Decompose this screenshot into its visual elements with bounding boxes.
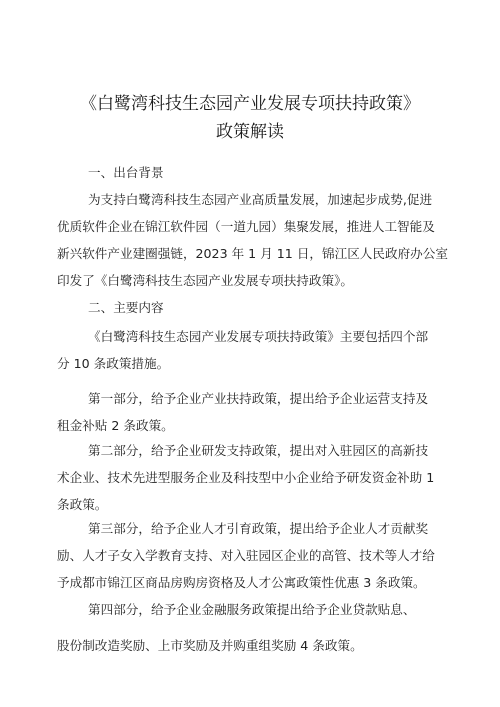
- paragraph-line: 《白鹭湾科技生态园产业发展专项扶持政策》主要包括四个部: [88, 329, 429, 344]
- paragraph-line: 予成都市锦江区商品房购房资格及人才公寓政策性优惠 3 条政策。: [57, 575, 426, 590]
- paragraph-line: 为支持白鹭湾科技生态园产业高质量发展，加速起步成势,促进: [88, 192, 433, 207]
- paragraph-line: 第三部分，给予企业人才引育政策，提出给予企业人才贡献奖: [88, 521, 429, 536]
- paragraph-line: 新兴软件产业建圈强链，2023 年 1 月 11 日，锦江区人民政府办公室: [57, 246, 448, 261]
- paragraph-line: 租金补贴 2 条政策。: [57, 418, 174, 433]
- paragraph-line: 印发了《白鹭湾科技生态园产业发展专项扶持政策》。: [57, 273, 353, 288]
- paragraph-line: 第一部分，给予企业产业扶持政策，提出给予企业运营支持及: [88, 391, 429, 406]
- paragraph-line: 优质软件企业在锦江软件园（一道九园）集聚发展，推进人工智能及: [57, 219, 435, 234]
- paragraph-line: 条政策。: [57, 497, 108, 512]
- paragraph-line: 术企业、技术先进型服务企业及科技型中小企业给予研发资金补助 1: [57, 470, 435, 485]
- paragraph-line: 分 10 条政策措施。: [57, 356, 170, 371]
- section-heading-main-content: 二、主要内容: [88, 300, 164, 315]
- document-title: 《白鹭湾科技生态园产业发展专项扶持政策》: [80, 94, 420, 114]
- document-subtitle: 政策解读: [216, 122, 284, 142]
- section-heading-background: 一、出台背景: [88, 165, 164, 180]
- paragraph-line: 股份制改造奖励、上市奖励及并购重组奖励 4 条政策。: [57, 638, 363, 653]
- paragraph-line: 励、人才子女入学教育支持、对入驻园区企业的高管、技术等人才给: [57, 548, 435, 563]
- paragraph-line: 第四部分，给予企业金融服务政策提出给予企业贷款贴息、: [88, 602, 416, 617]
- paragraph-line: 第二部分，给予企业研发支持政策，提出对入驻园区的高新技: [88, 443, 429, 458]
